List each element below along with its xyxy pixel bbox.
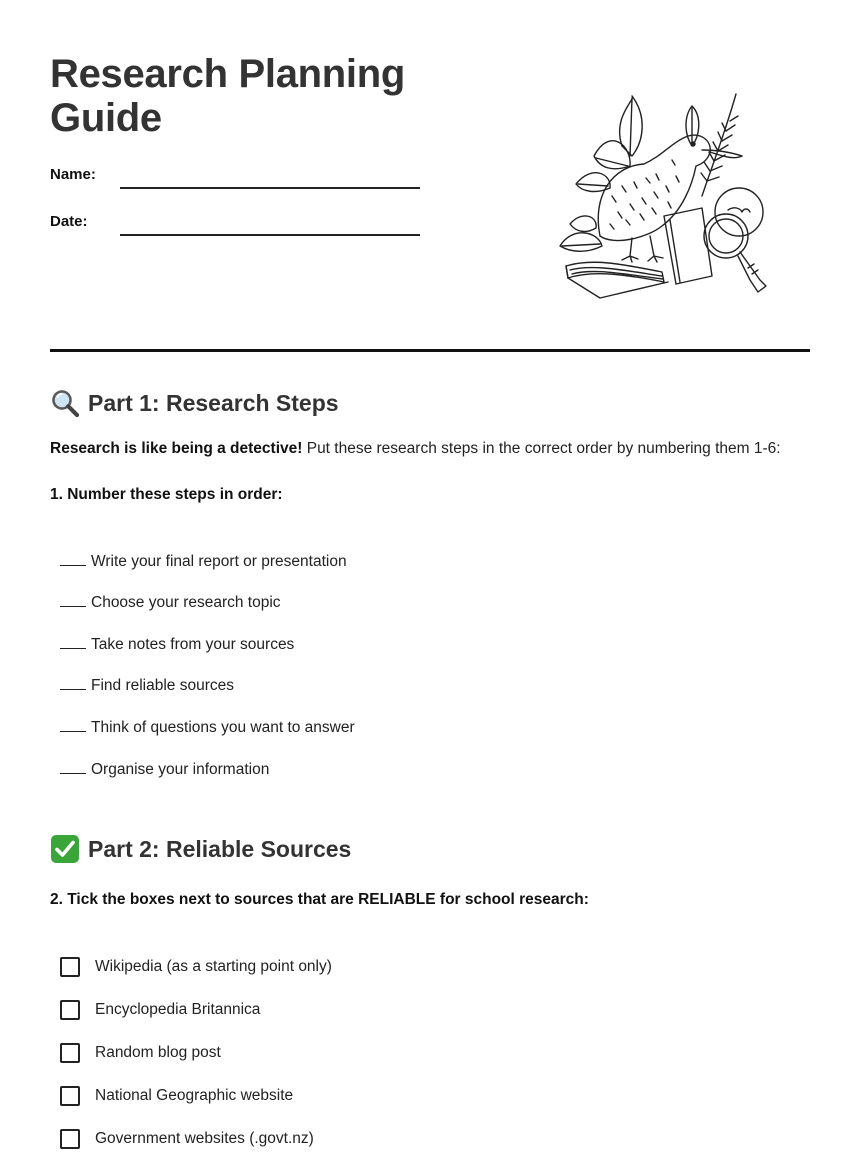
name-label: Name: <box>50 166 96 183</box>
step-item <box>60 719 355 737</box>
step-text: Take notes from your sources <box>91 636 295 653</box>
part1-intro <box>50 440 781 458</box>
step-text: Find reliable sources <box>91 677 235 694</box>
source-item <box>60 1086 293 1106</box>
source-checkbox[interactable] <box>60 1043 80 1063</box>
source-item <box>60 1043 221 1063</box>
number-blank[interactable] <box>60 761 86 774</box>
part2-heading-text: Part 2: Reliable Sources <box>88 835 352 862</box>
step-item <box>60 594 281 612</box>
source-checkbox[interactable] <box>60 1000 80 1020</box>
number-blank[interactable] <box>60 719 86 732</box>
date-line[interactable] <box>120 234 420 236</box>
step-text: Choose your research topic <box>91 594 281 611</box>
source-text: Government websites (.govt.nz) <box>95 1130 314 1147</box>
leaf-icon <box>570 216 596 232</box>
question-2: 2. Tick the boxes next to sources that are RELIABLE for school research: <box>50 891 589 908</box>
part1-heading <box>50 388 339 418</box>
date-label: Date: <box>50 213 88 230</box>
step-text: Organise your information <box>91 761 270 778</box>
source-checkbox[interactable] <box>60 1086 80 1106</box>
step-item <box>60 553 347 571</box>
number-blank[interactable] <box>60 553 86 566</box>
question-1: 1. Number these steps in order: <box>50 486 283 503</box>
step-text: Think of questions you want to answer <box>91 719 355 736</box>
source-text: National Geographic website <box>95 1087 294 1104</box>
leaf-icon <box>560 233 602 251</box>
kiwi-illustration-icon <box>552 86 772 306</box>
step-text: Write your final report or presentation <box>91 553 347 570</box>
part2-heading <box>50 834 351 864</box>
source-checkbox[interactable] <box>60 1129 80 1149</box>
source-checkbox[interactable] <box>60 957 80 977</box>
source-item <box>60 1129 314 1149</box>
number-blank[interactable] <box>60 636 86 649</box>
check-mark-button-icon <box>50 834 80 864</box>
step-item <box>60 677 234 695</box>
page-title: Research Planning Guide <box>50 52 406 140</box>
section-divider <box>50 349 810 352</box>
source-text: Random blog post <box>95 1044 221 1061</box>
source-item <box>60 957 332 977</box>
part1-heading-text: Part 1: Research Steps <box>88 389 339 416</box>
name-line[interactable] <box>120 187 420 189</box>
source-text: Encyclopedia Britannica <box>95 1001 261 1018</box>
source-text: Wikipedia (as a starting point only) <box>95 958 332 975</box>
number-blank[interactable] <box>60 677 86 690</box>
step-item <box>60 761 269 779</box>
number-blank[interactable] <box>60 594 86 607</box>
magnifying-glass-icon <box>50 388 80 418</box>
intro-rest-text: Put these research steps in the correct order by numbering them 1-6: <box>302 440 781 457</box>
source-item <box>60 1000 260 1020</box>
intro-bold-text: Research is like being a detective! <box>50 440 303 457</box>
step-item <box>60 636 294 654</box>
